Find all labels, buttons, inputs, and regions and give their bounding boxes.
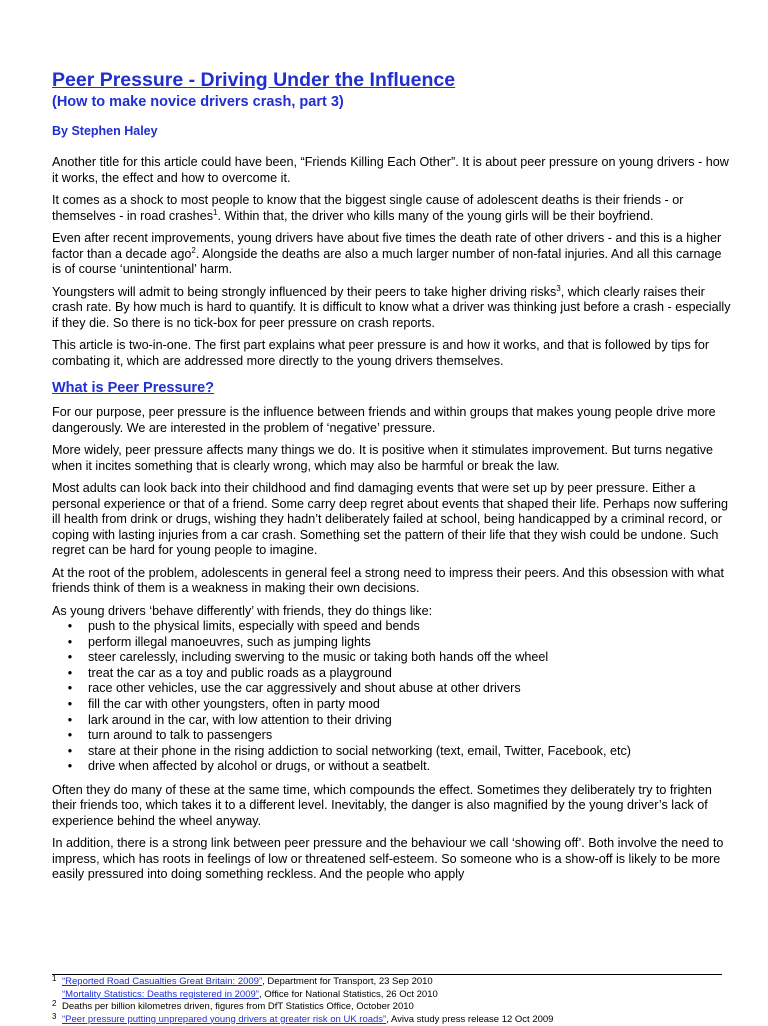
bullet-icon: • — [52, 681, 88, 697]
intro-paragraph-5: This article is two-in-one. The first part explains what peer pressure is and how it works, and that is followed by tips for combating it, which are addressed more directly to the young drivers themselves. — [52, 338, 732, 369]
list-item: • fill the car with other youngsters, often in party mood — [52, 697, 732, 713]
footnote-3: 3 “Peer pressure putting unprepared young drivers at greater risk on UK roads”, Aviva study press release 12 Oct 2009 — [52, 1014, 722, 1026]
intro-paragraph-2: It comes as a shock to most people to know that the biggest single cause of adolescent deaths is their friends - or themselves - in road crashes$^1$. Within that, the driver who kills many of the young girls will be their boyfriend. — [52, 193, 732, 224]
list-item: • stare at their phone in the rising addiction to social networking (text, email, Twitter, Facebook, etc) — [52, 744, 732, 760]
footnote-link[interactable]: “Reported Road Casualties Great Britain: 2009” — [62, 976, 262, 987]
bullet-list-lead: As young drivers ‘behave differently’ with friends, they do things like: — [52, 604, 732, 620]
bullet-icon: • — [52, 635, 88, 651]
list-item: • treat the car as a toy and public roads as a playground — [52, 666, 732, 682]
list-item: • steer carelessly, including swerving to the music or taking both hands off the wheel — [52, 650, 732, 666]
section-paragraph-6: In addition, there is a strong link between peer pressure and the behaviour we call ‘showing off’. Both involve the need to impress, which has roots in feelings of low or threatened self-esteem. So someone who is a show-off is likely to be more easily pressured into doing something reckless. And the people who apply — [52, 836, 732, 883]
footnote-1b: “Mortality Statistics: Deaths registered in 2009”, Office for National Statistics, 26 Oct 2010 — [52, 989, 722, 1002]
section-heading: What is Peer Pressure? — [52, 379, 732, 397]
list-item: • push to the physical limits, especially with speed and bends — [52, 619, 732, 635]
footnote-1: 1 “Reported Road Casualties Great Britain: 2009”, Department for Transport, 23 Sep 2010 — [52, 976, 722, 989]
document-page — [52, 68, 732, 890]
footnote-2: 2 Deaths per billion kilometres driven, figures from DfT Statistics Office, October 2010 — [52, 1001, 722, 1014]
section-paragraph-3: Most adults can look back into their childhood and find damaging events that were set up by peer pressure. Either a personal experience or that of a friend. Some carry deep regret about events that shaped their life. Perhaps now suffering ill health from drink or drugs, wishing they hadn’t deliberately failed at school, being handicapped by a criminal record, or coping with lasting injuries from a car crash. Something set the pattern of their life that they wish could be undone. Such regret can be hard for young people to imagine. — [52, 481, 732, 559]
bullet-icon: • — [52, 744, 88, 760]
article-title: Peer Pressure - Driving Under the Influence — [52, 68, 732, 92]
author-byline: By Stephen Haley — [52, 123, 732, 139]
bullet-icon: • — [52, 650, 88, 666]
bullet-icon: • — [52, 619, 88, 635]
footnote-ref-3[interactable]: 3 — [556, 283, 560, 292]
intro-paragraph-3: Even after recent improvements, young drivers have about five times the death rate of other drivers - and this is a higher factor than a decade ago$^2$. Alongside the deaths are also a much larger number of non-fatal injuries. And all this carnage is of course ‘unintentional’ harm. — [52, 231, 732, 278]
intro-paragraph-4: Youngsters will admit to being strongly influenced by their peers to take higher driving risks$^3$, which clearly raises their crash rate. By how much is hard to quantify. It is difficult to know what a driver was thinking just before a crash - especially if they die. So there is no tick-box for peer pressure on crash reports. — [52, 285, 732, 332]
section-paragraph-2: More widely, peer pressure affects many things we do. It is positive when it stimulates improvement. But turns negative when it incites something that is clearly wrong, which may also be harmful or break the law. — [52, 443, 732, 474]
footnotes — [52, 974, 722, 1026]
article-subtitle: (How to make novice drivers crash, part 3) — [52, 93, 732, 111]
intro-paragraph-1: Another title for this article could have been, “Friends Killing Each Other”. It is about peer pressure on young drivers - how it works, the effect and how to overcome it. — [52, 155, 732, 186]
list-item: • drive when affected by alcohol or drugs, or without a seatbelt. — [52, 759, 732, 775]
bullet-icon: • — [52, 728, 88, 744]
footnote-ref-2[interactable]: 2 — [191, 245, 195, 254]
section-paragraph-1: For our purpose, peer pressure is the influence between friends and within groups that makes young people drive more dangerously. We are interested in the problem of ‘negative’ pressure. — [52, 405, 732, 436]
bullet-icon: • — [52, 666, 88, 682]
section-paragraph-5: Often they do many of these at the same time, which compounds the effect. Sometimes they deliberately try to frighten their friends too, which takes it to a different level. Inevitably, the danger is also magnified by the young driver’s lack of experience behind the wheel anyway. — [52, 783, 732, 830]
list-item: • race other vehicles, use the car aggressively and shout abuse at other drivers — [52, 681, 732, 697]
section-paragraph-4: At the root of the problem, adolescents in general feel a strong need to impress their peers. And this obsession with what friends think of them is a weakness in making their own decisions. — [52, 566, 732, 597]
bullet-icon: • — [52, 759, 88, 775]
list-item: • turn around to talk to passengers — [52, 728, 732, 744]
bullet-icon: • — [52, 697, 88, 713]
list-item: • perform illegal manoeuvres, such as jumping lights — [52, 635, 732, 651]
bullet-icon: • — [52, 713, 88, 729]
behaviour-bullet-list — [52, 619, 732, 775]
footnote-divider — [52, 974, 722, 975]
footnote-link[interactable]: “Mortality Statistics: Deaths registered in 2009” — [62, 989, 259, 1000]
footnote-ref-1[interactable]: 1 — [213, 207, 217, 216]
list-item: • lark around in the car, with low attention to their driving — [52, 713, 732, 729]
footnote-link[interactable]: “Peer pressure putting unprepared young drivers at greater risk on UK roads” — [62, 1014, 386, 1025]
